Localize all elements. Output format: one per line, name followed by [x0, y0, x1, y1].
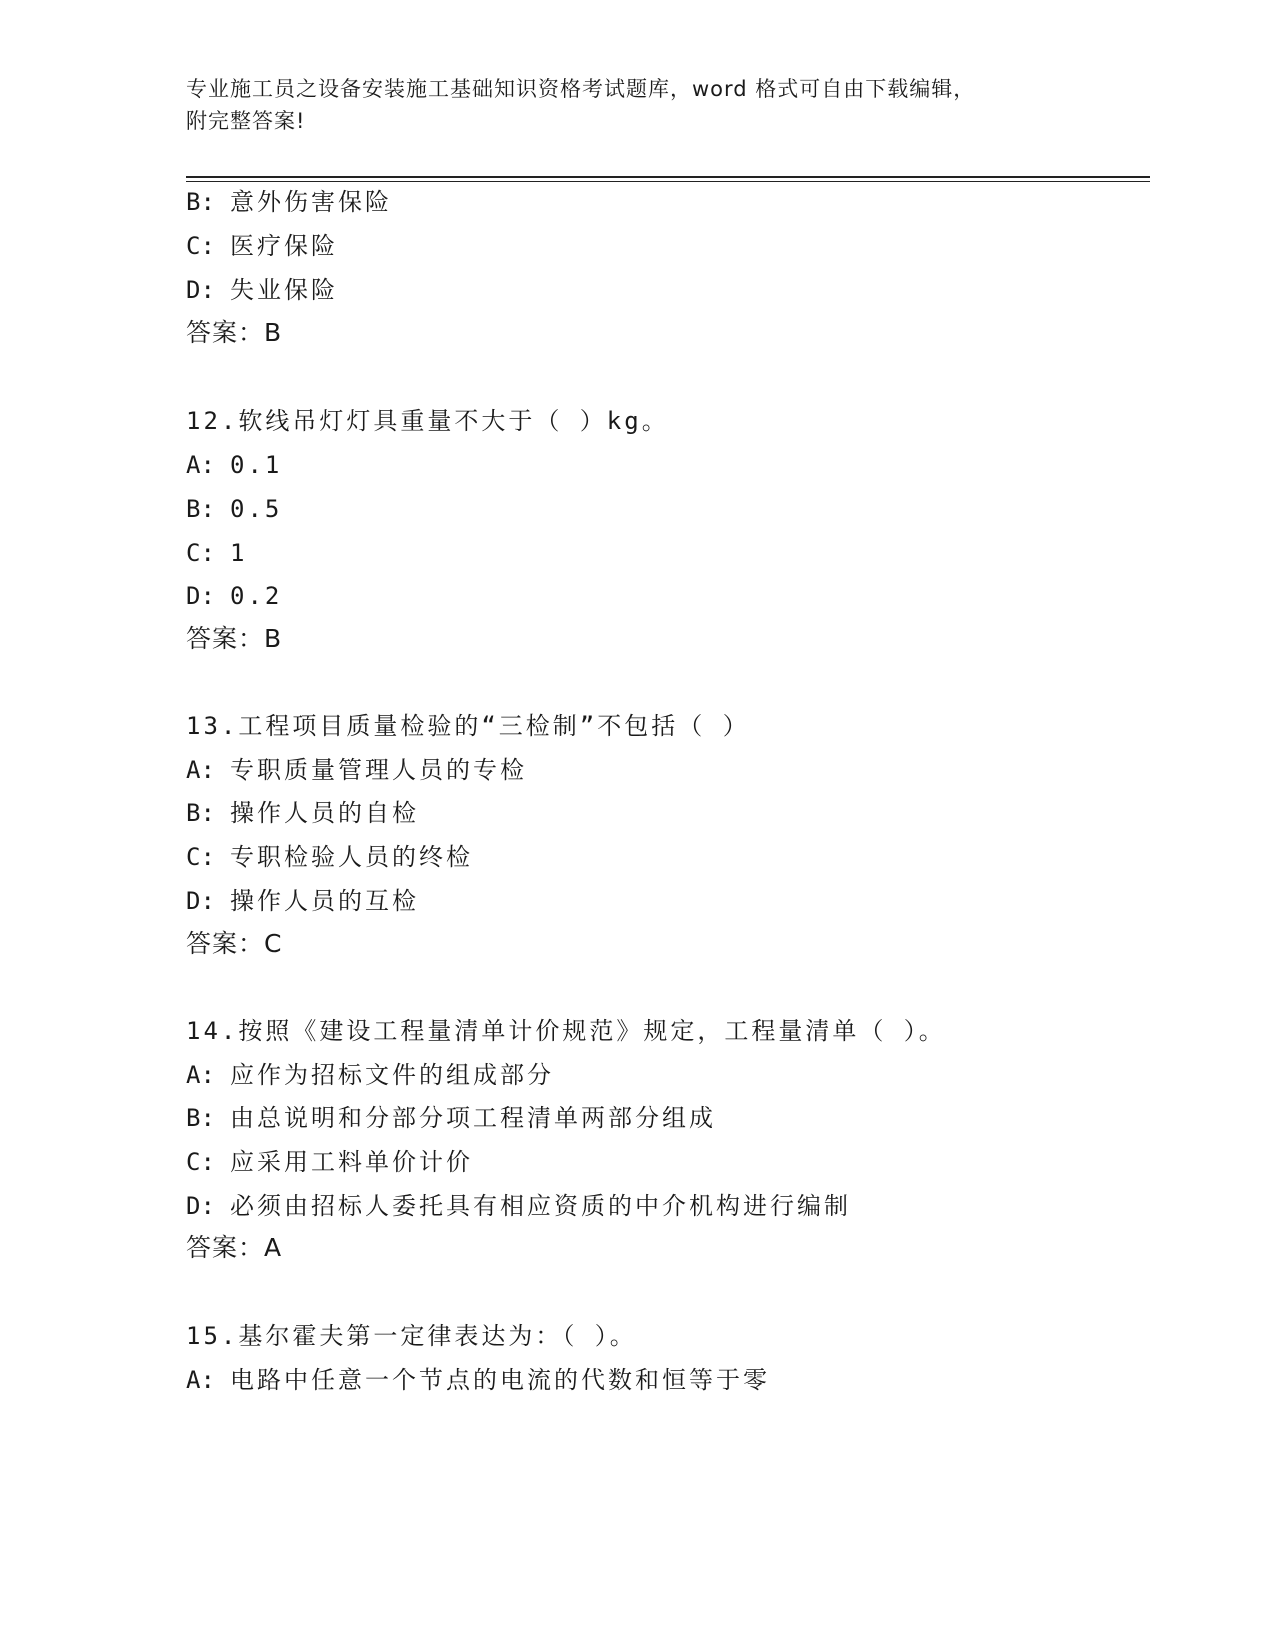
option-row — [186, 842, 473, 872]
option-row — [186, 581, 282, 611]
option-text: 应作为招标文件的组成部分 — [230, 1061, 554, 1089]
option-row — [186, 538, 247, 568]
option-text: 意外伤害保险 — [230, 188, 392, 216]
option-label: C: — [186, 1148, 215, 1176]
option-text: 由总说明和分部分项工程清单两部分组成 — [230, 1104, 716, 1132]
answer-line: 答案：B — [186, 624, 283, 653]
option-label: D: — [186, 276, 215, 304]
answer-line: 答案：A — [186, 1233, 283, 1262]
header-line-2: 附完整答案! — [186, 109, 306, 133]
option-label: A: — [186, 1366, 215, 1394]
answer-line: 答案：B — [186, 318, 283, 347]
option-label: B: — [186, 799, 215, 827]
option-label: D: — [186, 887, 215, 915]
option-row — [186, 798, 419, 828]
option-text: 医疗保险 — [230, 232, 338, 260]
option-text: 0.2 — [230, 582, 283, 610]
question-stem: 15.基尔霍夫第一定律表达为：（ ）。 — [186, 1322, 637, 1350]
option-row — [186, 755, 527, 785]
question-stem: 13.工程项目质量检验的“三检制”不包括（ ） — [186, 712, 750, 740]
option-row — [186, 187, 392, 217]
header-divider-thick — [186, 176, 1150, 178]
option-text: 失业保险 — [230, 276, 338, 304]
option-label: D: — [186, 582, 215, 610]
option-row — [186, 494, 282, 524]
option-text: 电路中任意一个节点的电流的代数和恒等于零 — [230, 1366, 770, 1394]
option-row — [186, 1191, 851, 1221]
option-text: 操作人员的自检 — [230, 799, 419, 827]
option-label: C: — [186, 843, 215, 871]
option-label: B: — [186, 495, 215, 523]
option-row — [186, 231, 338, 261]
option-text: 操作人员的互检 — [230, 887, 419, 915]
option-text: 0.5 — [230, 495, 283, 523]
option-row — [186, 275, 338, 305]
option-label: A: — [186, 1061, 215, 1089]
option-row — [186, 1147, 473, 1177]
question-stem: 12.软线吊灯灯具重量不大于（ ）kg。 — [186, 407, 669, 435]
option-row — [186, 1060, 554, 1090]
option-label: B: — [186, 188, 215, 216]
header-line-1: 专业施工员之设备安装施工基础知识资格考试题库，word 格式可自由下载编辑， — [186, 77, 976, 101]
question-stem: 14.按照《建设工程量清单计价规范》规定，工程量清单（ ）。 — [186, 1017, 946, 1045]
option-text: 1 — [230, 539, 248, 567]
option-row — [186, 886, 419, 916]
document-header — [186, 73, 1086, 137]
option-row — [186, 1365, 770, 1395]
option-row — [186, 450, 282, 480]
option-label: D: — [186, 1192, 215, 1220]
option-text: 0.1 — [230, 451, 283, 479]
option-text: 应采用工料单价计价 — [230, 1148, 473, 1176]
option-label: A: — [186, 756, 215, 784]
option-row — [186, 1103, 716, 1133]
header-divider-thin — [186, 181, 1150, 182]
option-text: 专职质量管理人员的专检 — [230, 756, 527, 784]
option-label: C: — [186, 232, 215, 260]
option-text: 专职检验人员的终检 — [230, 843, 473, 871]
option-label: A: — [186, 451, 215, 479]
option-label: C: — [186, 539, 215, 567]
option-text: 必须由招标人委托具有相应资质的中介机构进行编制 — [230, 1192, 851, 1220]
answer-line: 答案：C — [186, 929, 283, 958]
option-label: B: — [186, 1104, 215, 1132]
